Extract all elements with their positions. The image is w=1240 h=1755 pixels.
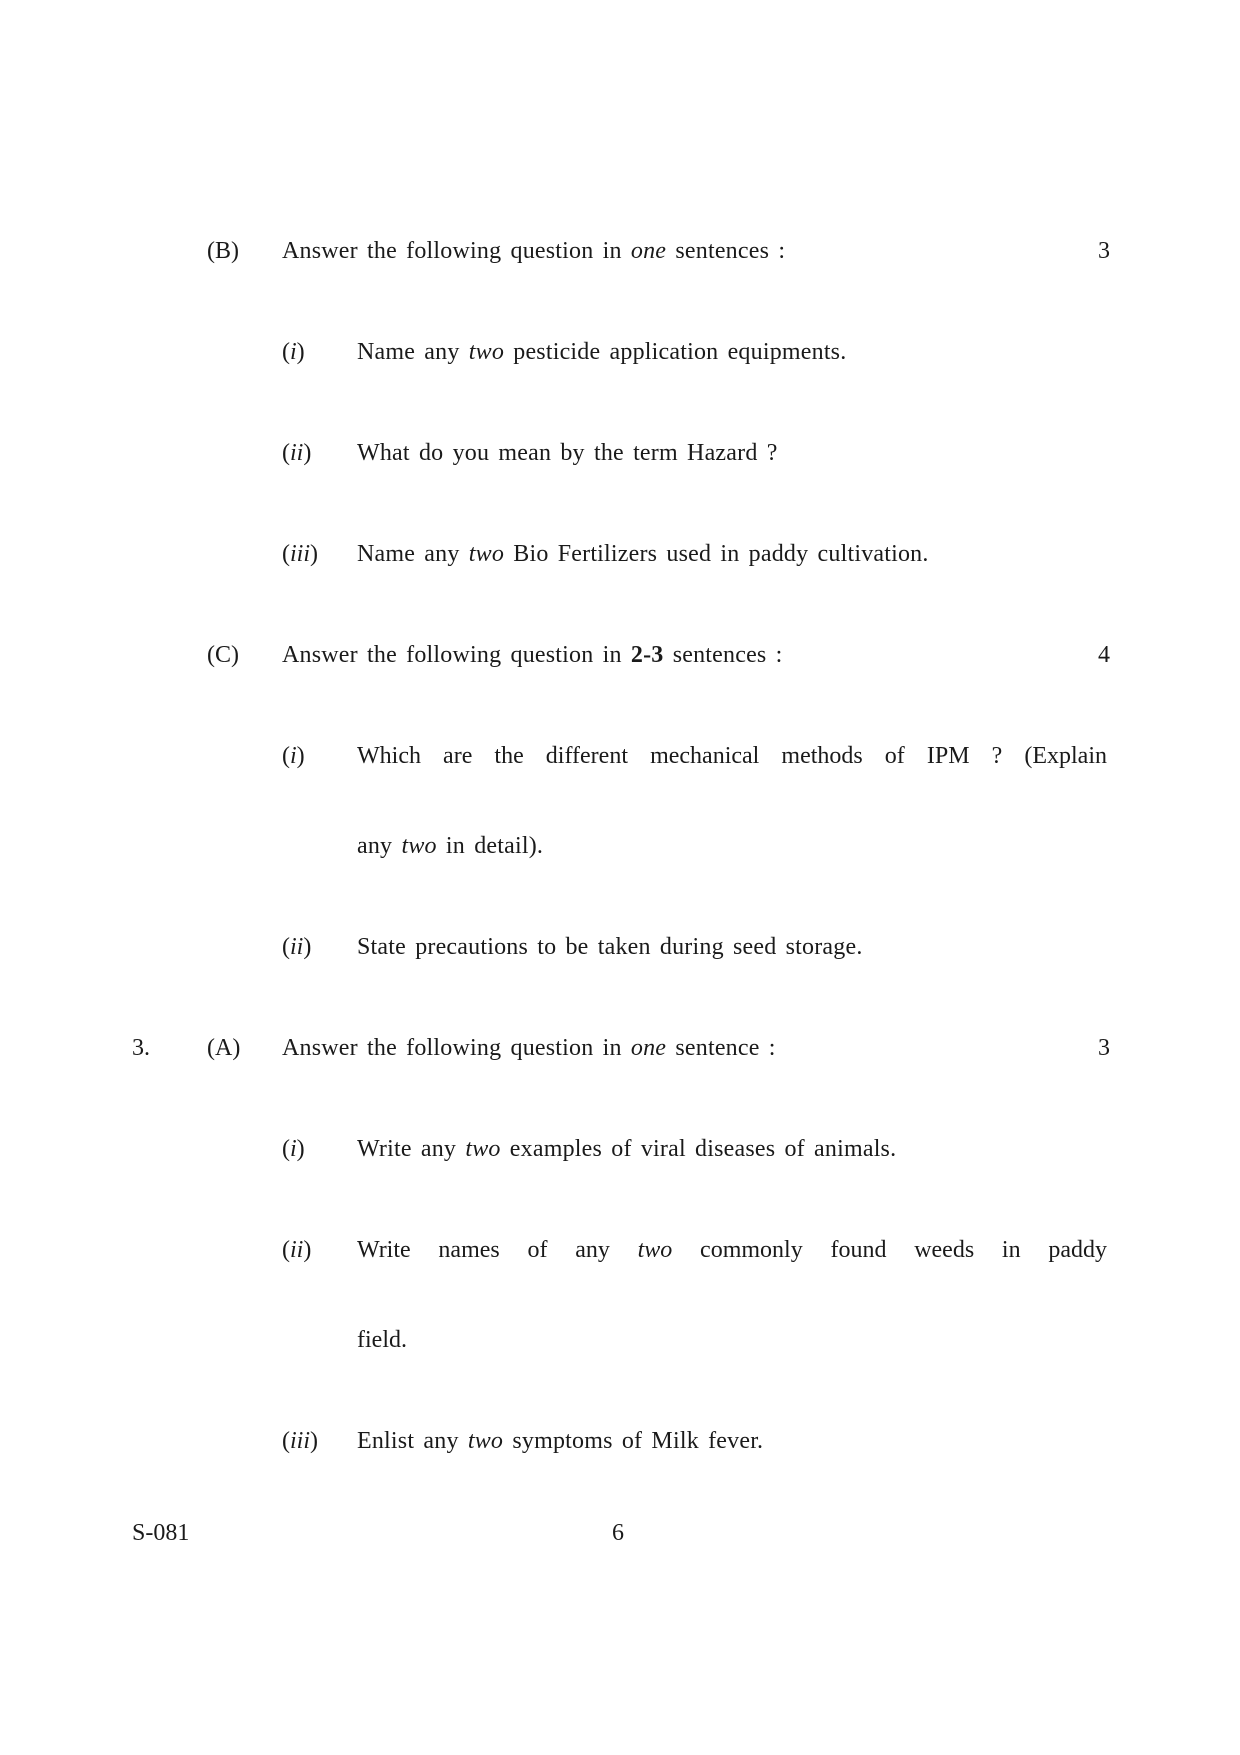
item-number: (i) <box>282 1136 305 1162</box>
question-3-item-2-line-2: field. <box>357 1327 407 1353</box>
question-3-marks: 3 <box>1098 1035 1110 1061</box>
instruction-text: Answer the following question in <box>282 642 631 668</box>
item-number: (ii) <box>282 440 312 466</box>
question-3-item-1: Write any two examples of viral diseases of animals. <box>357 1136 897 1162</box>
item-number: (ii) <box>282 934 312 960</box>
section-b-item-3: Name any two Bio Fertilizers used in paddy cultivation. <box>357 541 929 567</box>
item-number: (ii) <box>282 1237 312 1263</box>
section-b-instruction <box>282 236 785 266</box>
question-3-number: 3. <box>132 1035 150 1061</box>
section-b-marks: 3 <box>1098 238 1110 264</box>
instruction-text: Answer the following question in <box>282 238 631 264</box>
item-number: (iii) <box>282 541 319 567</box>
section-c-label: (C) <box>207 642 239 668</box>
item-number: (i) <box>282 339 305 365</box>
item-number: (iii) <box>282 1428 319 1454</box>
section-b-item-1: Name any two pesticide application equipments. <box>357 339 847 365</box>
instruction-emphasis: one <box>630 238 667 264</box>
section-c-marks: 4 <box>1098 642 1110 668</box>
section-b-label: (B) <box>207 238 239 264</box>
instruction-bold: 2-3 <box>630 642 664 668</box>
section-c-item-1-line-2: any two in detail). <box>357 833 544 859</box>
section-c-instruction <box>282 640 783 670</box>
section-c-item-2: State precautions to be taken during seed storage. <box>357 934 863 960</box>
question-3-item-3: Enlist any two symptoms of Milk fever. <box>357 1428 764 1454</box>
question-3-instruction: Answer the following question in one sentence : <box>282 1035 776 1061</box>
section-b-item-2: What do you mean by the term Hazard ? <box>357 440 778 466</box>
instruction-text: sentences : <box>666 238 786 264</box>
section-c-item-1-line-1: Which are the different mechanical methods of IPM ? (Explain <box>357 743 1107 769</box>
item-number: (i) <box>282 743 305 769</box>
paper-code: S-081 <box>132 1520 190 1546</box>
question-3-label: (A) <box>207 1035 241 1061</box>
page-number: 6 <box>612 1520 624 1546</box>
instruction-text: sentences : <box>663 642 783 668</box>
question-3-item-2-line-1: Write names of any two commonly found weeds in paddy <box>357 1237 1107 1263</box>
